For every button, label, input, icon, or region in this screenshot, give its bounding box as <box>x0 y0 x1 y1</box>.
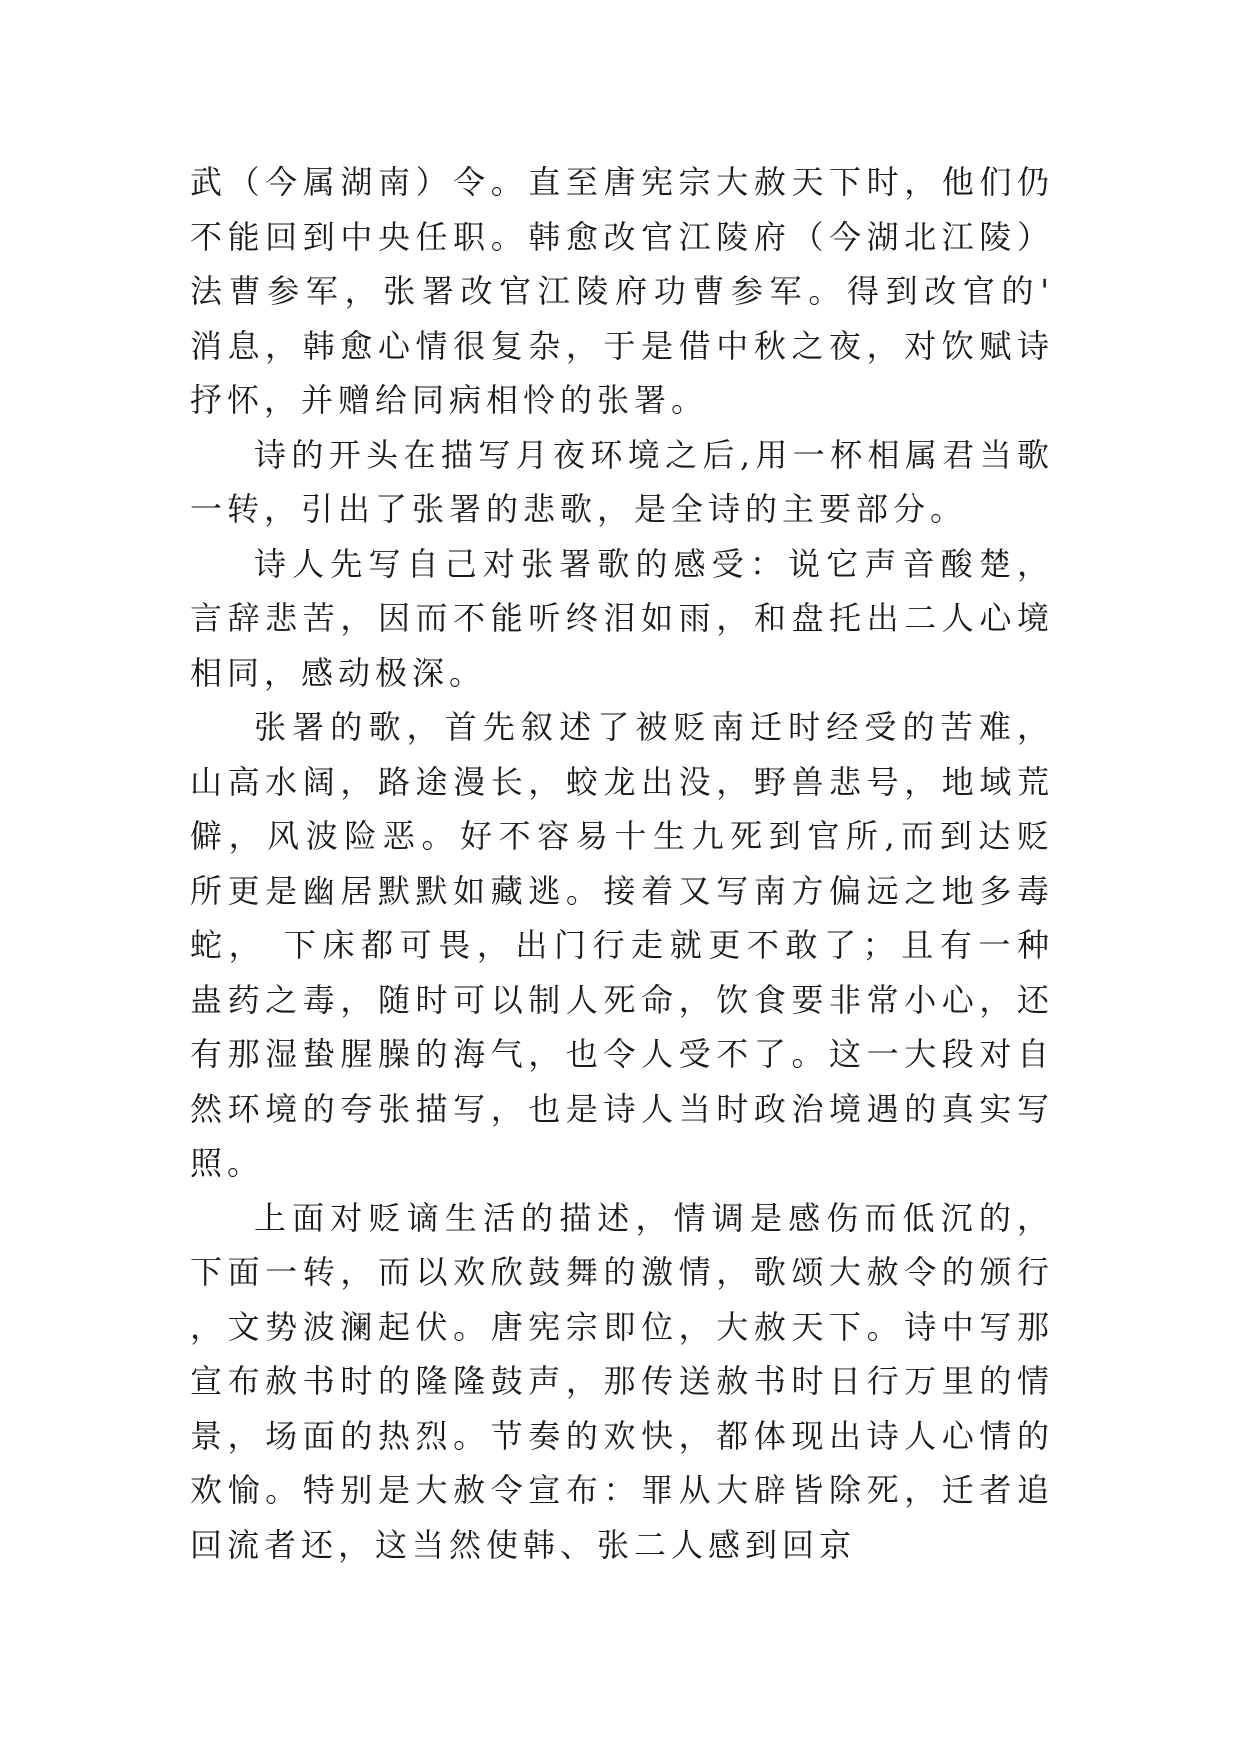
document-body <box>190 155 1054 1572</box>
paragraph-4: 张署的歌，首先叙述了被贬南迁时经受的苦难，山高水阔，路途漫长，蛟龙出没，野兽悲号，地域荒僻，风波险恶。好不容易十生九死到官所,而到达贬所更是幽居默默如藏逃。接着又写南方偏远之地多毒蛇， 下床都可畏，出门行走就更不敢了；且有一种蛊药之毒，随时可以制人死命，饮食要非常小心，还有那湿蛰腥臊的海气，也令人受不了。这一大段对自然环境的夸张描写，也是诗人当时政治境遇的真实写照。 <box>190 708 1054 1182</box>
paragraph-3: 诗人先写自己对张署歌的感受：说它声音酸楚，言辞悲苦，因而不能听终泪如雨，和盘托出二人心境相同，感动极深。 <box>190 544 1054 692</box>
paragraph-5: 上面对贬谪生活的描述，情调是感伤而低沉的，下面一转，而以欢欣鼓舞的激情，歌颂大赦令的颁行，文势波澜起伏。唐宪宗即位，大赦天下。诗中写那宣布赦书时的隆隆鼓声，那传送赦书时日行万里的情景，场面的热烈。节奏的欢快，都体现出诗人心情的欢愉。特别是大赦令宣布：罪从大辟皆除死，迁者追回流者还，这当然使韩、张二人感到回京 <box>190 1198 1054 1564</box>
paragraph-2: 诗的开头在描写月夜环境之后,用一杯相属君当歌一转，引出了张署的悲歌，是全诗的主要部分。 <box>190 435 1054 528</box>
paragraph-1: 武（今属湖南）令。直至唐宪宗大赦天下时，他们仍不能回到中央任职。韩愈改官江陵府（今湖北江陵）法曹参军，张署改官江陵府功曹参军。得到改官的'消息，韩愈心情很复杂，于是借中秋之夜，对饮赋诗抒怀，并赠给同病相怜的张署。 <box>190 163 1054 419</box>
